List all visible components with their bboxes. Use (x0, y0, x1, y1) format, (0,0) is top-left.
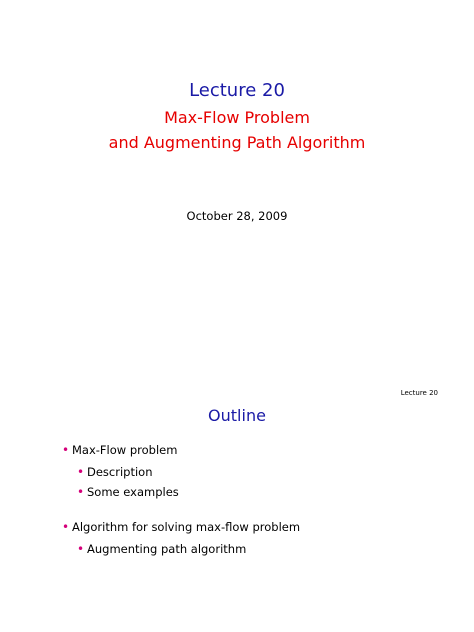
bullet-icon: • (77, 542, 85, 556)
subtitle-line-1: Max-Flow Problem (164, 108, 310, 127)
lecture-date: October 28, 2009 (186, 209, 288, 223)
bullet-item (62, 443, 177, 457)
bullet-item (62, 520, 300, 534)
bullet-text: Some examples (87, 485, 179, 499)
bullet-text: Algorithm for solving max-flow problem (72, 520, 301, 534)
outline-title: Outline (208, 406, 266, 425)
bullet-text: Max-Flow problem (72, 443, 178, 457)
bullet-icon: • (77, 465, 85, 479)
bullet-item (77, 465, 153, 479)
bullet-item (77, 542, 246, 556)
bullet-icon: • (62, 520, 70, 534)
bullet-item (77, 485, 179, 499)
bullet-icon: • (77, 485, 85, 499)
bullet-text: Augmenting path algorithm (87, 542, 247, 556)
bullet-icon: • (62, 443, 70, 457)
bullet-text: Description (87, 465, 153, 479)
page-label: Lecture 20 (400, 389, 438, 397)
outline-slide (0, 406, 474, 632)
lecture-title: Lecture 20 (189, 80, 285, 101)
subtitle-line-2: and Augmenting Path Algorithm (108, 133, 366, 152)
